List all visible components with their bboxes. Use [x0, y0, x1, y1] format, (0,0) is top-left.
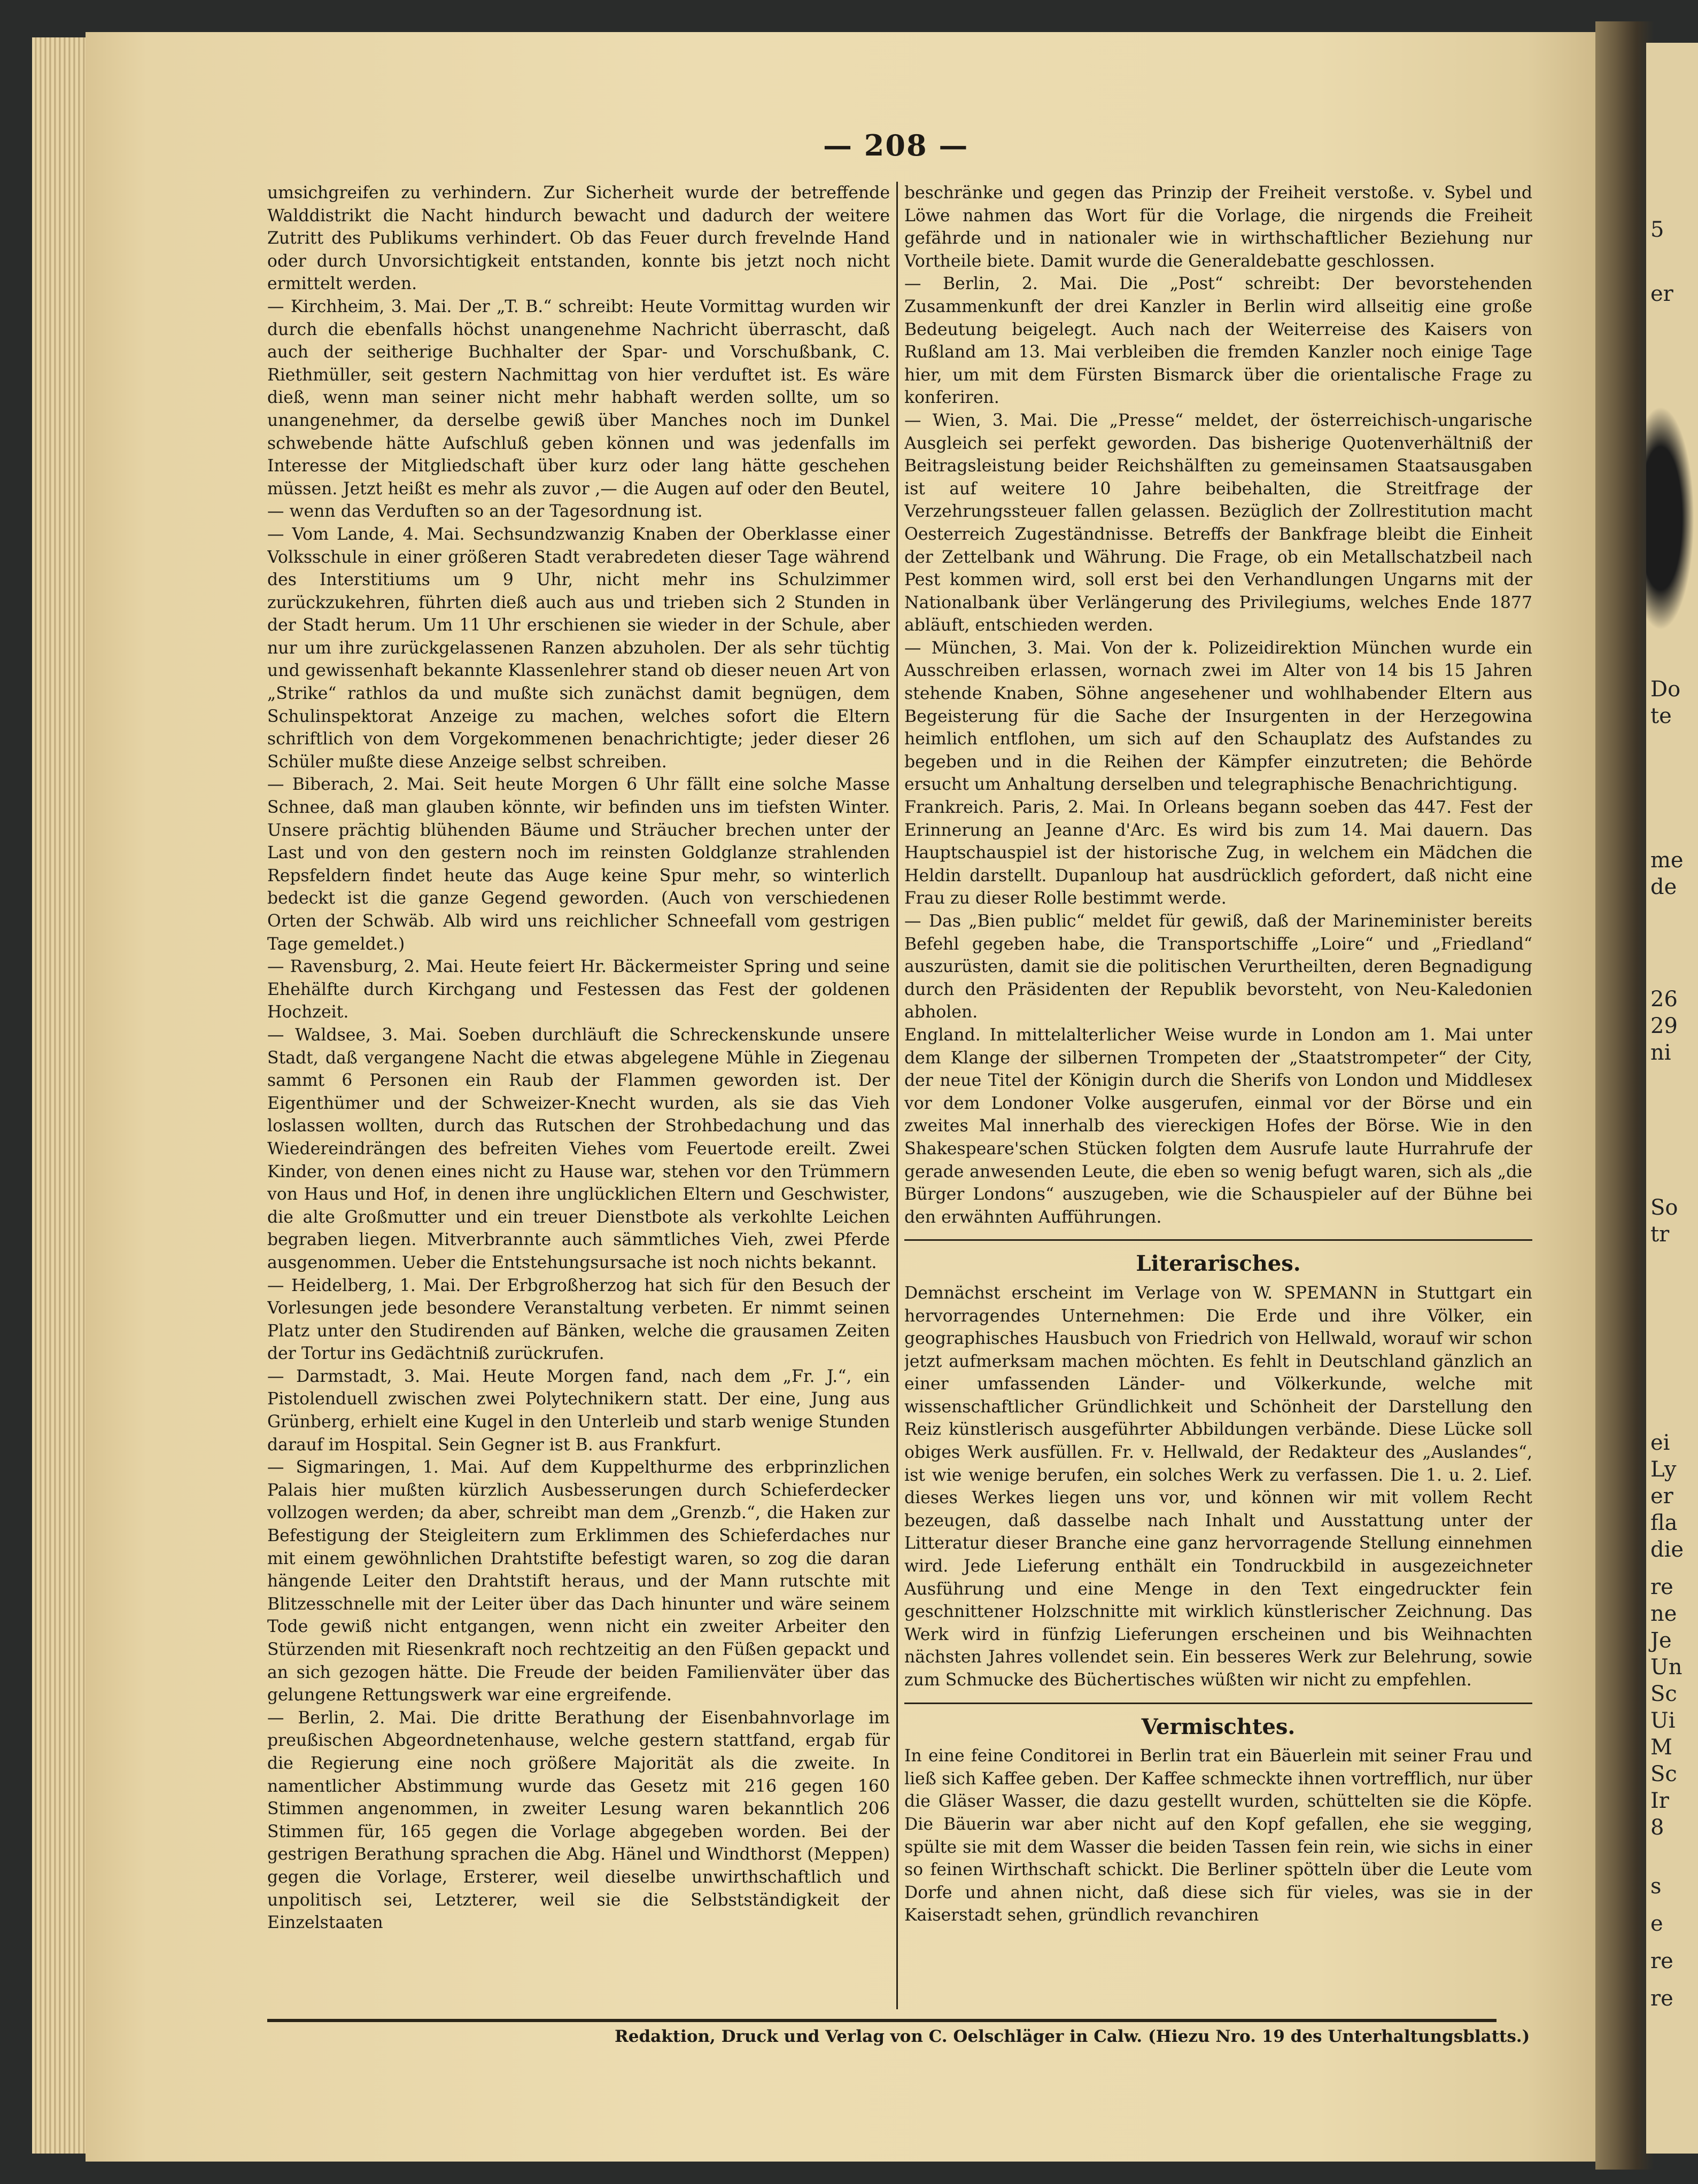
adjacent-page-fragment: e	[1650, 1911, 1663, 1936]
adjacent-page-fragment: re	[1650, 1949, 1673, 1973]
book-spine-shadow	[1595, 21, 1654, 2170]
article-waldsee: — Waldsee, 3. Mai. Soeben durchläuft die Schreckenskunde unsere Stadt, daß vergangene Nacht die etwas abgelegene Mühle in Ziegenau sammt 6 Personen ein Raub der Flammen geworden ist. Der Eigenthümer und der Schweizer-Knecht wurden, als sie das Vieh loslassen wollten, durch das Rutschen der Strohbedachung und das Wiedereindrängen des befreiten Viehes vom Feuertode ereilt. Zwei Kinder, von denen eines nicht zu Hause war, stehen vor den Trümmern von Haus und Hof, in denen ihre unglücklichen Eltern und Geschwister, die alte Großmutter und ein treuer Dienstbote als verkohlte Leichen begraben liegen. Mitverbrannte auch sämmtliches Vieh, zwei Pferde ausgenommen. Ueber die Entstehungsursache ist noch nichts bekannt.	[267, 1025, 890, 1272]
adjacent-page-fragment: 8	[1650, 1815, 1664, 1840]
article-muenchen: — München, 3. Mai. Von der k. Polizeidirektion München wurde ein Ausschreiben erlassen, wornach zwei im Alter von 14 bis 15 Jahren stehende Knaben, Söhne angesehener und wohlhabender Eltern aus Begeisterung für die Sache der Insurgenten in der Herzegowina heimlich entflohen, um sich auf den Schauplatz des Aufstandes zu begeben und in die Reihen der Kämpfer einzutreten; die Behörde ersucht um Anhaltung derselben und telegraphische Benachrichtigung.	[904, 638, 1532, 795]
page-number: — 208 —	[823, 128, 969, 162]
adjacent-page-fragment: s	[1650, 1874, 1662, 1899]
adjacent-page-fragment: Je	[1650, 1628, 1672, 1653]
vermischtes-heading: Vermischtes.	[1141, 1714, 1296, 1739]
column-divider	[896, 182, 898, 2009]
right-column	[904, 182, 1532, 2009]
adjacent-page-fragment: me	[1650, 848, 1684, 873]
adjacent-page-fragment: M	[1650, 1735, 1672, 1760]
adjacent-page-fragment: er	[1650, 282, 1673, 306]
adjacent-page-fragment: ni	[1650, 1040, 1671, 1065]
article-berlin-post: — Berlin, 2. Mai. Die „Post“ schreibt: Der bevorstehenden Zusammenkunft der drei Kanzler in Berlin wird allseitig eine große Bedeutung beigelegt. Auch nach der Weiterreise des Kaisers von Rußland am 13. Mai verbleiben die fremden Kanzler noch einige Tage hier, um mit dem Fürsten Bismarck über die orientalische Frage zu konferiren.	[904, 274, 1532, 408]
adjacent-page-fragment: tr	[1650, 1222, 1670, 1247]
adjacent-page-fragment: de	[1650, 875, 1677, 899]
imprint-footer: Redaktion, Druck und Verlag von C. Oelschläger in Calw. (Hiezu Nro. 19 des Unterhaltungsblatts.)	[615, 2027, 1530, 2046]
section-divider	[904, 1239, 1532, 1241]
left-column	[267, 182, 890, 2009]
article-sigmaringen: — Sigmaringen, 1. Mai. Auf dem Kuppelthurme des erbprinzlichen Palais hier mußten kürzlich Ausbesserungen durch Schieferdecker vollzogen werden; da aber, schreibt man dem „Grenzb.“, die Haken zur Befestigung der Steigleitern zum Erklimmen des Schieferdaches nur mit einem gewöhnlichen Drahtstifte befestigt waren, so zog die daran hängende Leiter den Drahtstift heraus, und der Mann rutschte mit Blitzesschnelle mit der Leiter über das Dach hinunter und wäre seinem Tode gewiß nicht entgangen, wenn nicht ein zweiter Arbeiter den Stürzenden mit Riesenkraft noch rechtzeitig an den Füßen gepackt und an sich gezogen hätte. Die Freude der beiden Familienväter über das gelungene Rettungswerk war eine ergreifende.	[267, 1458, 890, 1705]
literarisches-heading: Literarisches.	[1136, 1251, 1301, 1277]
article-berlin-eisenbahn: — Berlin, 2. Mai. Die dritte Berathung der Eisenbahnvorlage im preußischen Abgeordnetenhause, welche gestern stattfand, ergab für die Regierung eine noch größere Majorität als die zweite. In namentlicher Abstimmung wurde das Gesetz mit 216 gegen 160 Stimmen angenommen, in zweiter Lesung waren bekanntlich 206 Stimmen für, 165 gegen die Vorlage abgegeben worden. Bei der gestrigen Berathung sprachen die Abg. Hänel und Windthorst (Meppen) gegen die Vorlage, Ersterer, weil dieselbe unwirthschaftlich und unpolitisch sei, Letzterer, weil sie die Selbstständigkeit der Einzelstaaten	[267, 1708, 890, 1933]
adjacent-page-fragment: 29	[1650, 1014, 1678, 1038]
article-kirchheim: — Kirchheim, 3. Mai. Der „T. B.“ schreibt: Heute Vormittag wurden wir durch die ebenfalls höchst unangenehme Nachricht überrascht, daß auch der seitherige Buchhalter der Spar- und Vorschußbank, C. Riethmüller, seit gestern Nachmittag von hier verduftet ist. Es wäre dieß, wenn man seiner nicht mehr habhaft werden sollte, um so unangenehmer, da derselbe gewiß über Manches noch im Dunkel schwebende hätte Aufschluß geben können und was jedenfalls im Interesse der Mitgliedschaft über kurz oder lang hätte geschehen müssen. Jetzt heißt es mehr als zuvor ,— die Augen auf oder den Beutel, — wenn das Verduften so an der Tagesordnung ist.	[267, 297, 890, 522]
adjacent-page-fragment: 26	[1650, 987, 1678, 1012]
article-frankreich: Frankreich. Paris, 2. Mai. In Orleans begann soeben das 447. Fest der Erinnerung an Jeanne d'Arc. Es wird bis zum 14. Mai dauern. Das Hauptschauspiel ist der historische Zug, in welchem ein Mädchen die Heldin darstellt. Dupanloup hat ausdrücklich gefordert, daß nicht eine Frau zu dieser Rolle bestimmt werde.	[904, 798, 1532, 908]
adjacent-page-fragment: ei	[1650, 1431, 1670, 1455]
adjacent-page-fragment: fla	[1650, 1511, 1678, 1535]
article-bien-public: — Das „Bien public“ meldet für gewiß, daß der Marineminister bereits Befehl gegeben habe, die Transportschiffe „Loire“ und „Friedland“ auszurüsten, damit sie die politischen Verurtheilten, deren Begnadigung durch den Präsidenten der Republik bevorsteht, von Neu-Kaledonien abholen.	[904, 912, 1532, 1022]
adjacent-page-fragment: Ly	[1650, 1457, 1677, 1482]
adjacent-page-fragment: So	[1650, 1195, 1678, 1220]
adjacent-page-fragment: te	[1650, 704, 1672, 728]
adjacent-page-fragment: Un	[1650, 1655, 1683, 1680]
adjacent-page-fragment: Ir	[1650, 1789, 1669, 1813]
adjacent-page-fragment: Ui	[1650, 1708, 1676, 1733]
adjacent-page-fragment: Do	[1650, 677, 1681, 702]
article-biberach: — Biberach, 2. Mai. Seit heute Morgen 6 Uhr fällt eine solche Masse Schnee, daß man glauben könnte, wir befinden uns im tiefsten Winter. Unsere prächtig blühenden Bäume und Sträucher brechen unter der Last und von den gestern noch im reinsten Goldglanze strahlenden Repsfeldern findet heute das Auge keine Spur mehr, so winterlich bedeckt ist die ganze Gegend geworden. (Auch von verschiedenen Orten der Schwäb. Alb wird uns reichlicher Schneefall vom gestrigen Tage gemeldet.)	[267, 775, 890, 954]
literarisches-text: Demnächst erscheint im Verlage von W. SPEMANN in Stuttgart ein hervorragendes Unternehmen: Die Erde und ihre Völker, ein geographisches Hausbuch von Friedrich von Hellwald, worauf wir schon jetzt aufmerksam machen möchten. Es fehlt in Deutschland gänzlich an einer umfassenden Länder- und Völkerkunde, welche mit wissenschaftlicher Gründlichkeit und Schönheit der Darstellung den Reiz künstlerisch ausgeführter Abbildungen verbände. Diese Lücke soll obiges Werk ausfüllen. Fr. v. Hellwald, der Redakteur des „Auslandes“, ist wie wenige berufen, ein solches Werk zu verfassen. Die 1. u. 2. Lief. dieses Werkes liegen uns vor, und können wir mit vollem Recht bezeugen, daß dasselbe nach Inhalt und Ausstattung unter der Litteratur dieser Branche eine ganz hervorragende Stellung einnehmen wird. Jede Lieferung enthält ein Tondruckbild in ausgezeichneter Ausführung und eine Menge in den Text eingedruckter fein geschnittener Holzschnitte mit wirklich künstlerischer Zeichnung. Das Werk wird in fünfzig Lieferungen erscheinen und bis Weihnachten nächsten Jahres vollendet sein. Ein besseres Werk zur Belehrung, sowie zum Schmucke des Büchertisches wüßten wir nicht zu empfehlen.	[904, 1283, 1532, 1690]
article-ravensburg: — Ravensburg, 2. Mai. Heute feiert Hr. Bäckermeister Spring und seine Ehehälfte durch Kirchgang und Festessen das Fest der goldenen Hochzeit.	[267, 957, 890, 1022]
vermischtes-text: In eine feine Conditorei in Berlin trat ein Bäuerlein mit seiner Frau und ließ sich Kaffee geben. Der Kaffee schmeckte ihnen vortrefflich, nur über die Gläser Wasser, die dazu gestellt wurden, schüttelten sie die Köpfe. Die Bäuerin war aber nicht auf den Kopf gefallen, ehe sie wegging, spülte sie mit dem Wasser die beiden Tassen fein rein, wie sichs in einer so feinen Wirthschaft schickt. Die Berliner spötteln über die Leute vom Dorfe und ahnen nicht, daß diese sich für vieles, was sie in der Kaiserstadt sehen, gründlich revanchiren	[904, 1746, 1532, 1925]
article-vom-lande: — Vom Lande, 4. Mai. Sechsundzwanzig Knaben der Oberklasse einer Volksschule in einer größeren Stadt verabredeten dieser Tage während des Interstitiums um 9 Uhr, nicht mehr ins Schulzimmer zurückzukehren, führten dieß auch aus und trieben sich 2 Stunden in der Stadt herum. Um 11 Uhr erschienen sie wieder in der Schule, aber nur um ihre zurückgelassenen Ranzen abzuholen. Der als sehr tüchtig und gewissenhaft bekannte Klassenlehrer stand ob dieser neuen Art von „Strike“ rathlos da und mußte sich zunächst damit begnügen, dem Schulinspektorat Anzeige zu machen, welches sofort die Eltern schriftlich von dem Vorgekommenen benachrichtigte; jeder dieser 26 Schüler mußte diese Anzeige selbst schreiben.	[267, 524, 890, 772]
adjacent-page-illustration	[1646, 406, 1694, 631]
adjacent-page-fragment: Sc	[1650, 1762, 1677, 1786]
article-paragraph: umsichgreifen zu verhindern. Zur Sicherheit wurde der betreffende Walddistrikt die Nacht hindurch bewacht und dadurch der weitere Zutritt des Publikums verhindert. Ob das Feuer durch frevelnde Hand oder durch Unvorsichtigkeit entstanden, konnte bis jetzt noch nicht ermittelt werden.	[267, 183, 890, 294]
article-continuation: beschränke und gegen das Prinzip der Freiheit verstoße. v. Sybel und Löwe nahmen das Wort für die Vorlage, die nirgends die Freiheit gefährde und in nationaler wie in wirthschaftlicher Beziehung nur Vortheile biete. Damit wurde die Generaldebatte geschlossen.	[904, 183, 1532, 271]
adjacent-page-fragment: die	[1650, 1537, 1684, 1562]
adjacent-page-fragment: 5	[1650, 217, 1664, 242]
article-england: England. In mittelalterlicher Weise wurde in London am 1. Mai unter dem Klange der silbernen Trompeten der „Staatstrompeter“ der City, der neue Titel der Königin durch die Sherifs von London und Middlesex vor dem Londoner Volke ausgerufen, einmal vor der Börse und ein zweites Mal innerhalb des viereckigen Hofes der Börse. Wie in den Shakespeare'schen Stücken folgten dem Ausrufe laute Hurrahrufe der gerade anwesenden Leute, die eben so wenig befugt waren, sich als „die Bürger Londons“ auszugeben, wie die Schauspieler auf der Bühne bei den erwähnten Aufführungen.	[904, 1025, 1532, 1227]
article-darmstadt: — Darmstadt, 3. Mai. Heute Morgen fand, nach dem „Fr. J.“, ein Pistolenduell zwischen zwei Polytechnikern statt. Der eine, Jung aus Grünberg, erhielt eine Kugel in den Unterleib und starb wenige Stunden darauf im Hospital. Sein Gegner ist B. aus Frankfurt.	[267, 1366, 890, 1455]
adjacent-page-fragment: re	[1650, 1575, 1673, 1599]
adjacent-page-fragment: ne	[1650, 1602, 1677, 1626]
section-divider	[904, 1703, 1532, 1704]
footer-rule	[267, 2019, 1497, 2022]
adjacent-page	[1646, 43, 1698, 2154]
adjacent-page-fragment: Sc	[1650, 1682, 1677, 1706]
article-wien: — Wien, 3. Mai. Die „Presse“ meldet, der österreichisch-ungarische Ausgleich sei perfekt geworden. Das bisherige Quotenverhältniß der Beitragsleistung beider Reichshälften zu gemeinsamen Staatsausgaben ist auf weitere 10 Jahre beibehalten, die Streitfrage der Verzehrungssteuer fallen gelassen. Bezüglich der Zollrestitution macht Oesterreich Zugeständnisse. Betreffs der Bankfrage bleibt die Einheit der Zettelbank und Währung. Die Frage, ob ein Metallschatzbeil nach Pest kommen wird, soll erst bei den Verhandlungen Ungarns mit der Nationalbank über Verlängerung des Privilegiums, welches Ende 1877 abläuft, entschieden werden.	[904, 410, 1532, 635]
article-heidelberg: — Heidelberg, 1. Mai. Der Erbgroßherzog hat sich für den Besuch der Vorlesungen jede besondere Veranstaltung verbeten. Er nimmt seinen Platz unter den Studirenden auf Bänken, welche die grausamen Zeiten der Tortur ins Gedächtniß zurückrufen.	[267, 1276, 890, 1364]
adjacent-page-fragment: re	[1650, 1986, 1673, 2011]
adjacent-page-fragment: er	[1650, 1484, 1673, 1509]
